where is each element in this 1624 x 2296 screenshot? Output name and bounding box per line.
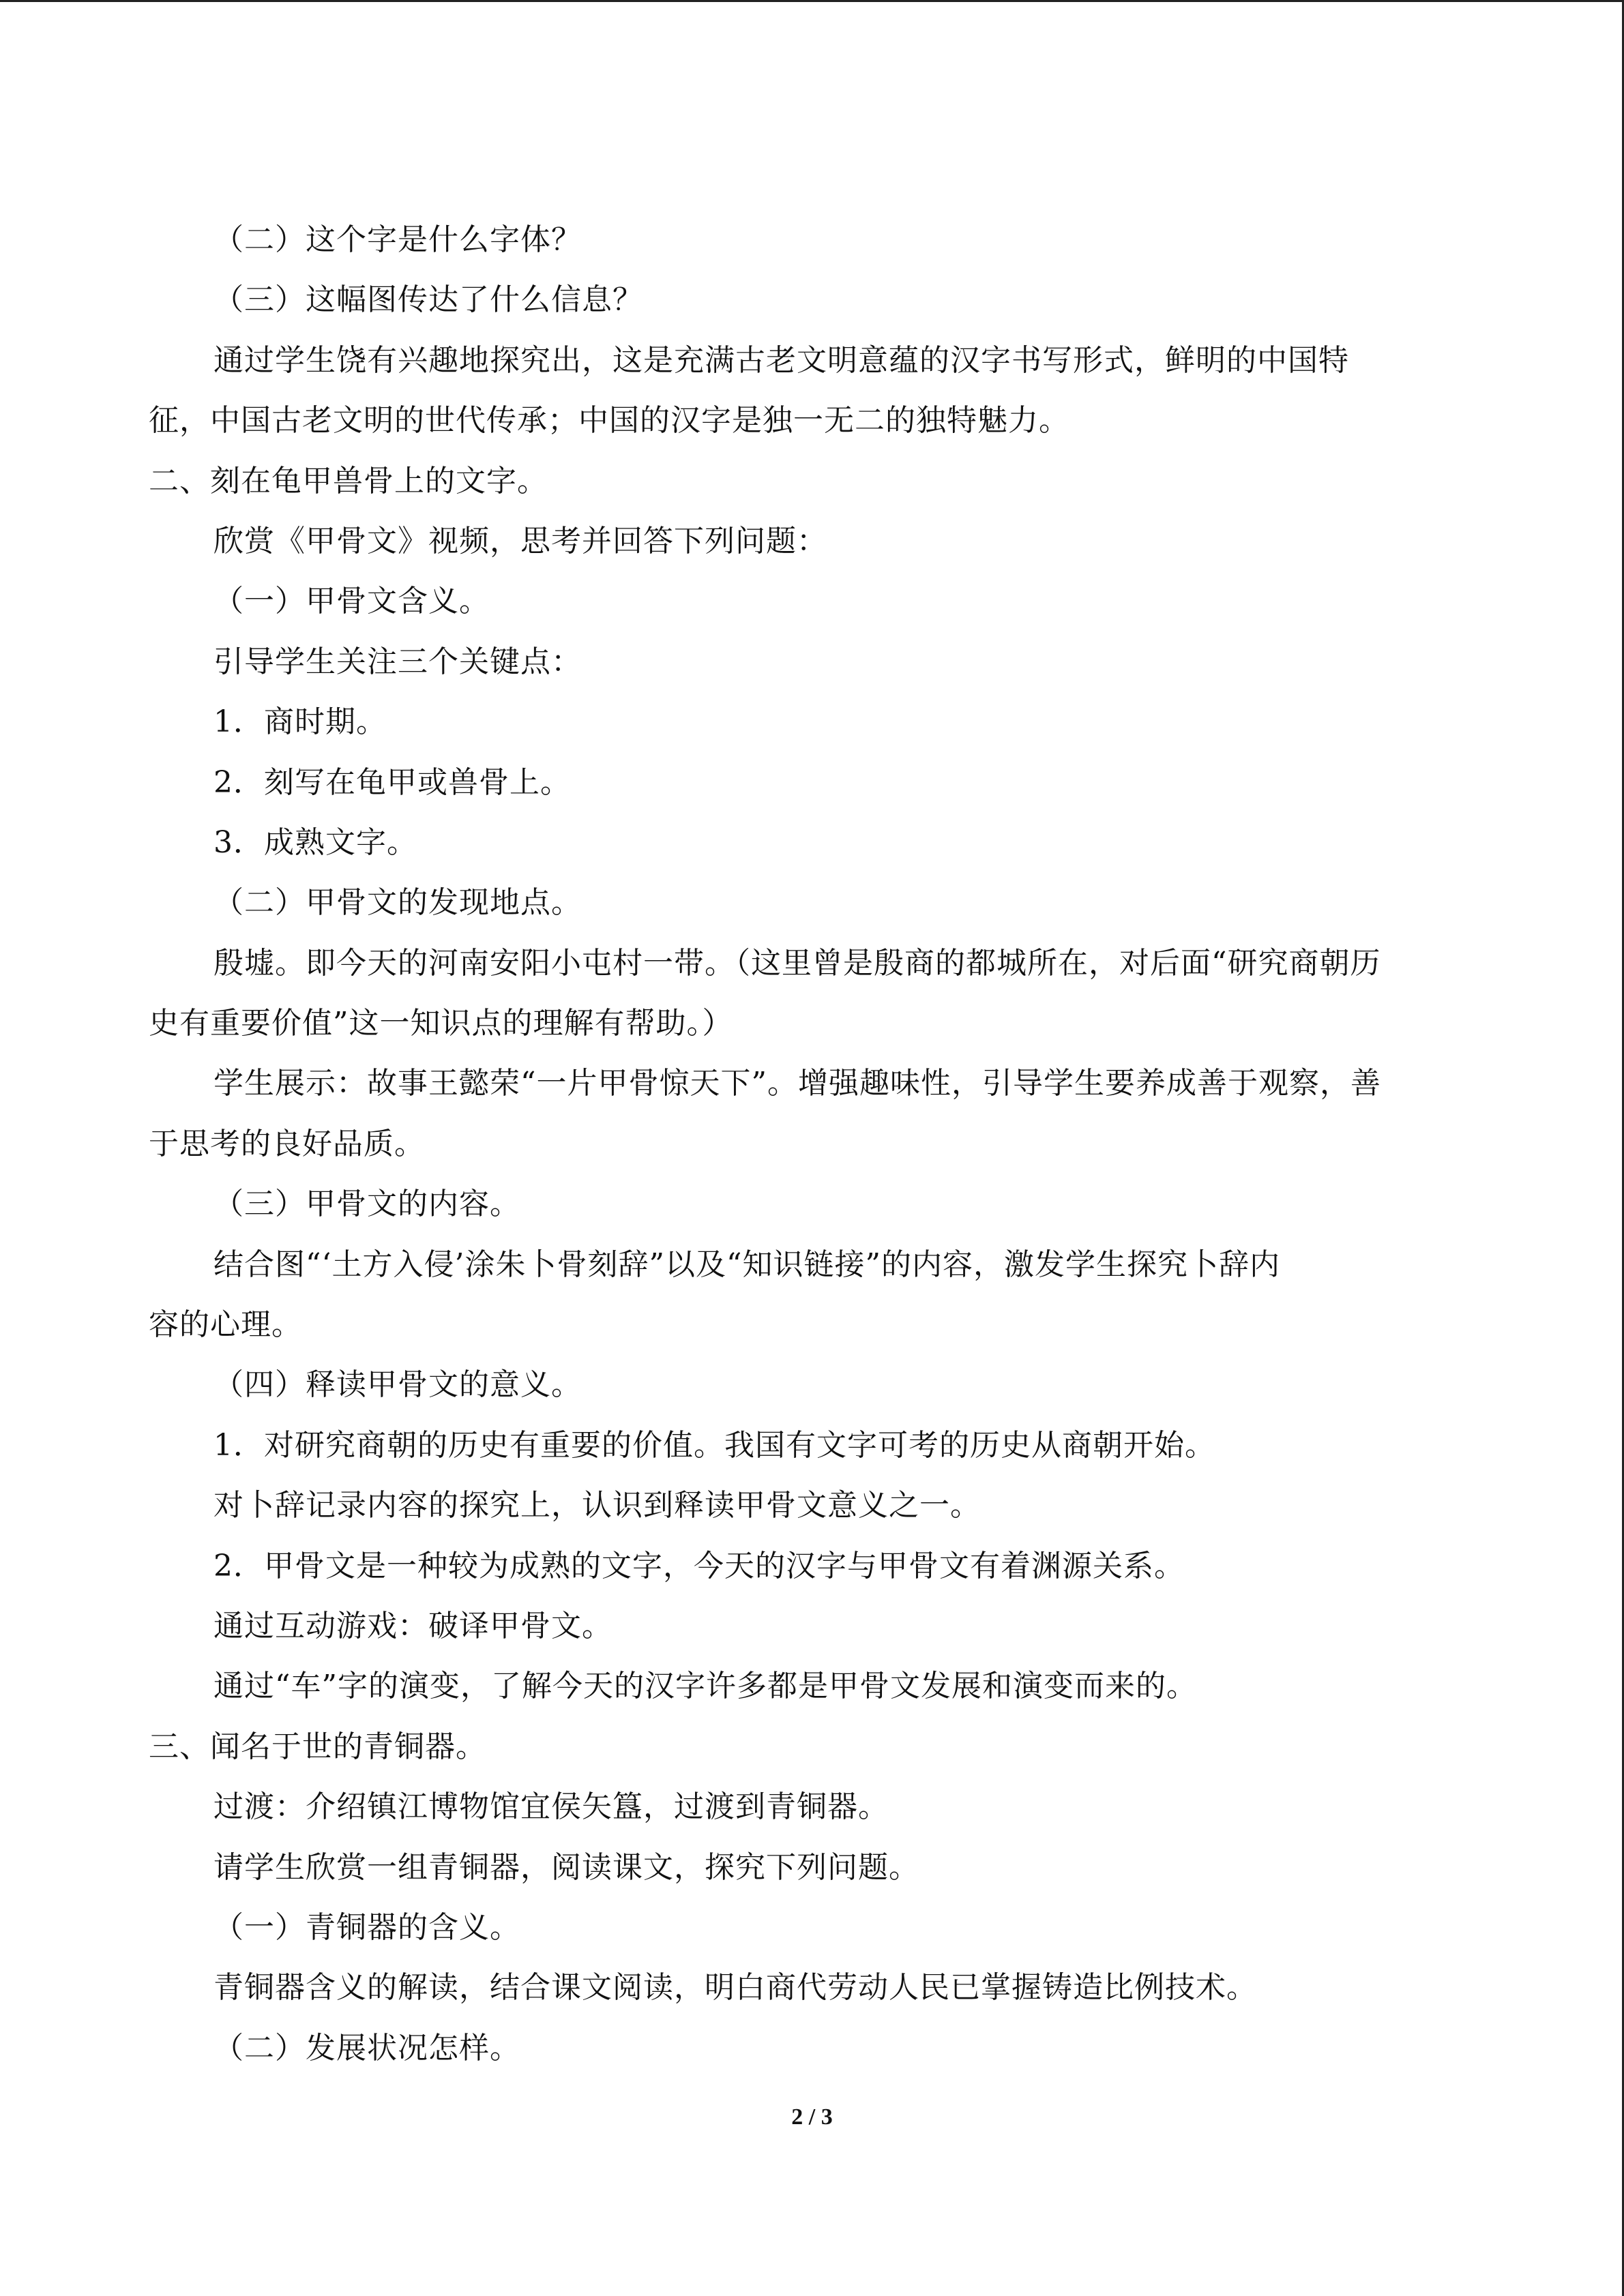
- text-line: 通过互动游戏：破译甲骨文。: [213, 1608, 612, 1643]
- text-line: 2．甲骨文是一种较为成熟的文字，今天的汉字与甲骨文有着渊源关系。: [213, 1548, 1185, 1583]
- text-line: 2．刻写在龟甲或兽骨上。: [213, 764, 571, 800]
- text-line: 1．对研究商朝的历史有重要的价值。我国有文字可考的历史从商朝开始。: [213, 1427, 1215, 1463]
- text-line: 殷墟。即今天的河南安阳小屯村一带。（这里曾是殷商的都城所在，对后面“研究商朝历: [213, 945, 1381, 981]
- document-body: [149, 210, 1479, 2078]
- text-line: （二）发展状况怎样。: [213, 2030, 520, 2066]
- text-line: 3．成熟文字。: [213, 824, 417, 860]
- text-line: 史有重要价值”这一知识点的理解有帮助。）: [149, 1006, 733, 1041]
- text-line: 学生展示：故事王懿荣“一片甲骨惊天下”。增强趣味性，引导学生要养成善于观察，善: [213, 1066, 1381, 1101]
- text-line: （三）这幅图传达了什么信息？: [213, 282, 643, 318]
- text-line: 引导学生关注三个关键点：: [213, 644, 582, 679]
- text-line: （二）甲骨文的发现地点。: [213, 885, 582, 921]
- text-line: 对卜辞记录内容的探究上，认识到释读甲骨文意义之一。: [213, 1488, 981, 1523]
- text-line: 通过“车”字的演变，了解今天的汉字许多都是甲骨文发展和演变而来的。: [213, 1669, 1197, 1704]
- text-line: 结合图“‘土方入侵’涂朱卜骨刻辞”以及“知识链接”的内容，激发学生探究卜辞内: [213, 1247, 1280, 1282]
- text-line: 通过学生饶有兴趣地探究出，这是充满古老文明意蕴的汉字书写形式，鲜明的中国特: [213, 342, 1349, 378]
- text-line: （一）甲骨文含义。: [213, 584, 490, 619]
- text-line: 三、闻名于世的青铜器。: [149, 1729, 486, 1764]
- page-number: 2 / 3: [791, 2104, 833, 2130]
- text-line: （二）这个字是什么字体？: [213, 222, 582, 257]
- text-line: 1．商时期。: [213, 704, 387, 740]
- text-line: 二、刻在龟甲兽骨上的文字。: [149, 463, 548, 498]
- text-line: （四）释读甲骨文的意义。: [213, 1367, 582, 1403]
- text-line: 青铜器含义的解读，结合课文阅读，明白商代劳动人民已掌握铸造比例技术。: [213, 1970, 1257, 2006]
- text-line: 过渡：介绍镇江博物馆宜侯矢簋，过渡到青铜器。: [213, 1789, 889, 1825]
- text-line: 于思考的良好品质。: [149, 1126, 425, 1161]
- text-line: 欣赏《甲骨文》视频，思考并回答下列问题：: [213, 523, 827, 558]
- text-line: 征，中国古老文明的世代传承；中国的汉字是独一无二的独特魅力。: [149, 403, 1069, 438]
- text-line: 容的心理。: [149, 1307, 302, 1343]
- text-line: （三）甲骨文的内容。: [213, 1187, 520, 1222]
- text-line: （一）青铜器的含义。: [213, 1909, 520, 1945]
- text-line: 请学生欣赏一组青铜器，阅读课文，探究下列问题。: [213, 1849, 919, 1885]
